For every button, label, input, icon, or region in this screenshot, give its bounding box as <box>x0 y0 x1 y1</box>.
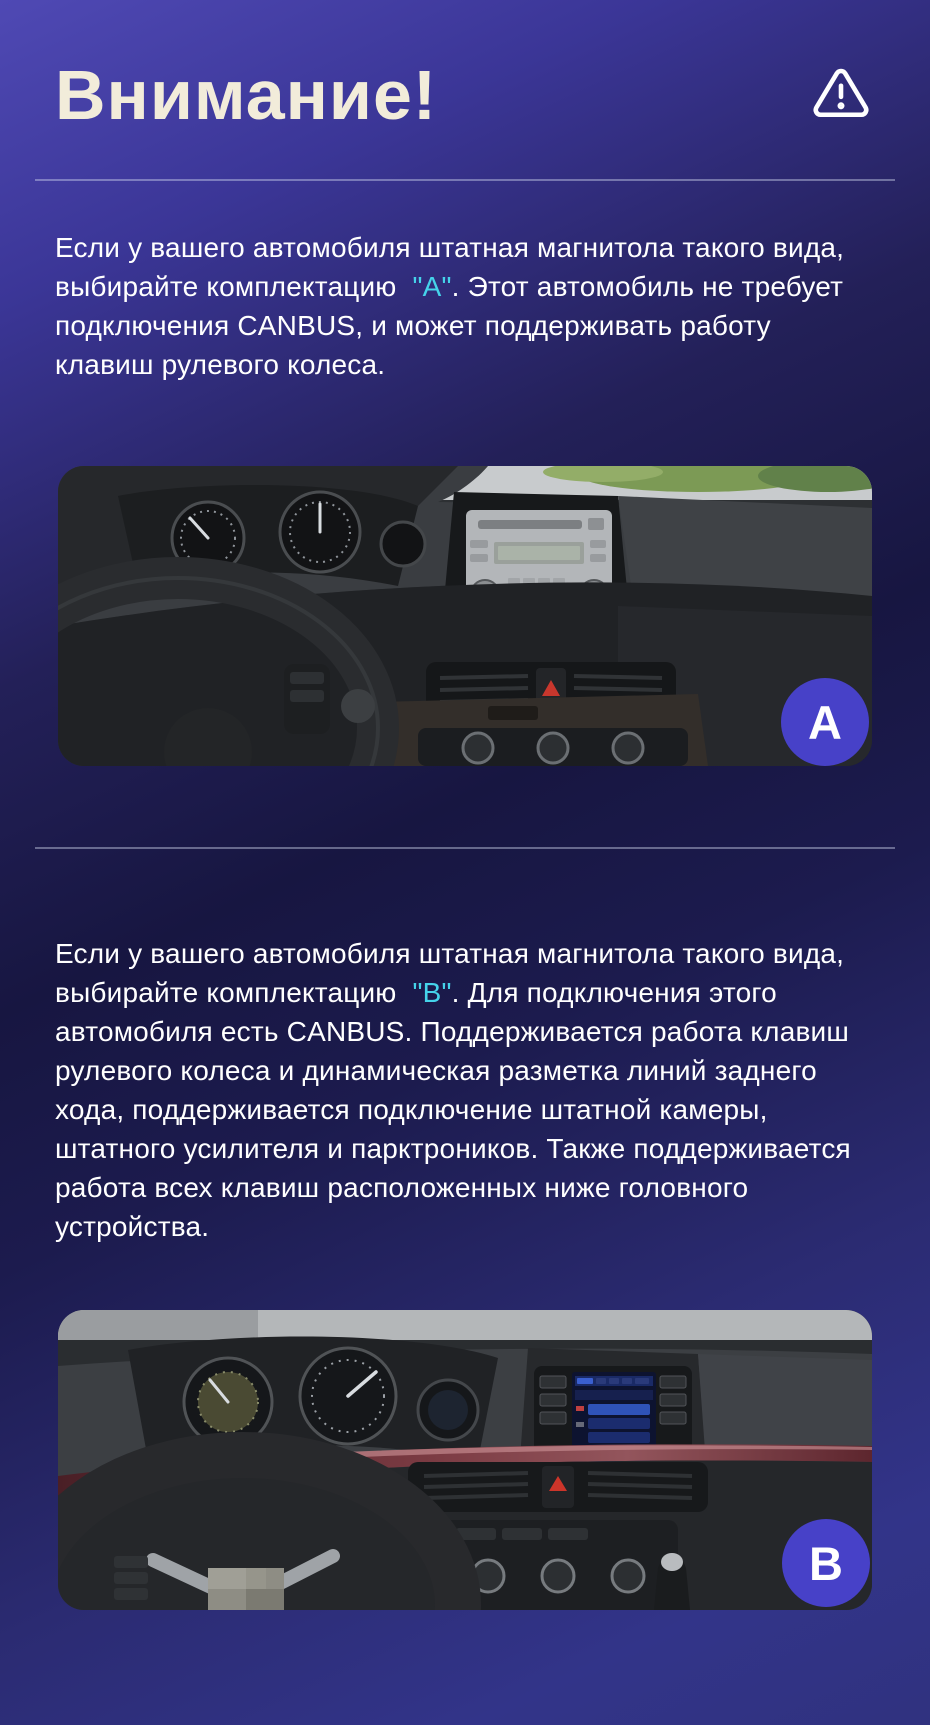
warning-triangle-icon <box>812 64 870 122</box>
divider-middle <box>35 847 895 849</box>
option-a-badge-letter: A <box>808 695 842 749</box>
divider-top <box>35 179 895 181</box>
dashboard-illustration-b <box>58 1310 872 1610</box>
option-b-badge-letter: B <box>809 1536 843 1590</box>
option-a-badge <box>781 678 869 766</box>
option-b-text-after: . Для подключения этого автомобиля есть CANBUS. Поддерживается работа клавиш рулевого колеса и динамическая разметка линий заднего хода, поддерживается подключение штатной камеры, штатного усилителя и парктроников. Также поддерживается работа всех клавиш расположенных ниже головного устройства. <box>55 977 851 1242</box>
option-a-highlight: "A" <box>412 271 452 302</box>
paragraph-option-a <box>55 228 855 384</box>
paragraph-option-b <box>55 934 855 1246</box>
page-title: Внимание! <box>55 56 438 134</box>
option-b-text-before: Если у вашего автомобиля штатная магнитола такого вида, выбирайте комплектацию <box>55 938 845 1008</box>
option-a-text-before: Если у вашего автомобиля штатная магнитола такого вида, выбирайте комплектацию <box>55 232 845 302</box>
dashboard-photo-option-b <box>58 1310 872 1610</box>
blurred-logo <box>208 1568 284 1610</box>
dashboard-photo-option-a <box>58 466 872 766</box>
option-a-text-after: . Этот автомобиль не требует подключения CANBUS, и может поддерживать работу клавиш рулевого колеса. <box>55 271 844 380</box>
option-b-highlight: "B" <box>412 977 452 1008</box>
option-b-badge <box>782 1519 870 1607</box>
dashboard-illustration-a <box>58 466 872 766</box>
